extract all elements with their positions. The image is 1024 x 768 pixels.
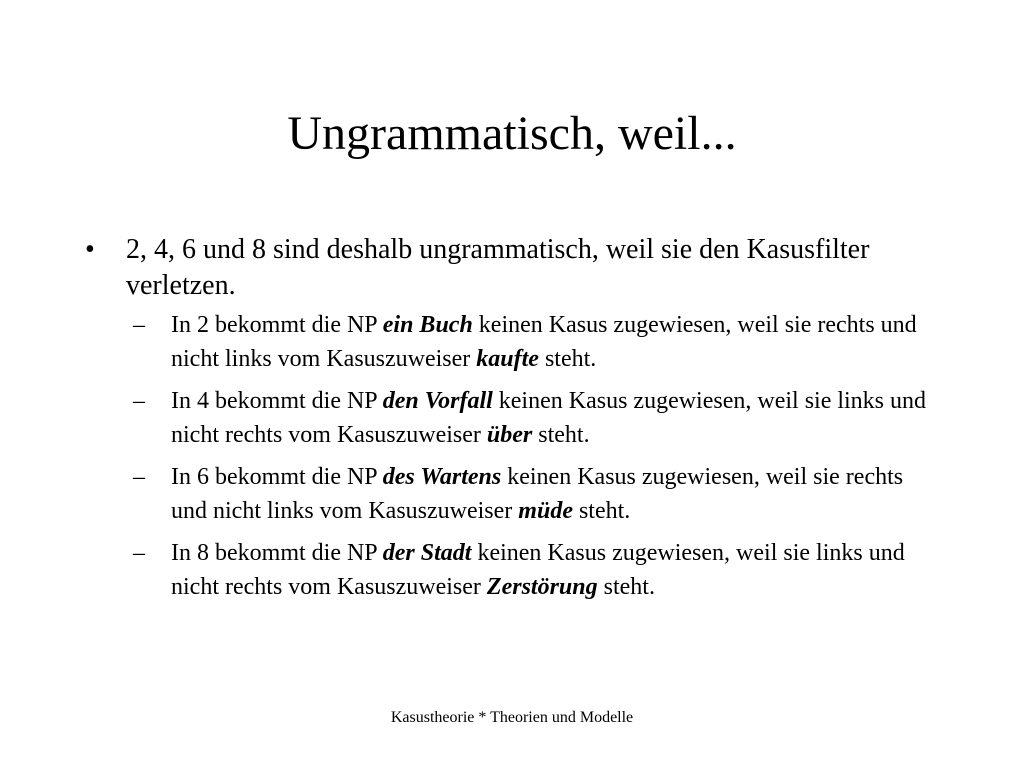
main-bullet-text: 2, 4, 6 und 8 sind deshalb ungrammatisch, weil sie den Kasusfilter verletzen. <box>126 234 870 301</box>
case-assigner: müde <box>518 498 573 524</box>
noun-phrase: des Wartens <box>382 464 502 490</box>
case-assigner: über <box>486 422 533 448</box>
sub-item-text-mid: keinen Kasus zugewiesen, weil sie rechts und nicht links vom Kasuszuweiser <box>171 464 904 524</box>
sub-item-text-pre: In 4 bekommt die NP <box>171 388 383 414</box>
noun-phrase: der Stadt <box>382 540 472 566</box>
sub-item-2 <box>126 308 931 376</box>
dash-marker: – <box>133 540 145 566</box>
noun-phrase: den Vorfall <box>382 388 493 414</box>
sub-item-text-post: steht. <box>597 574 655 600</box>
sub-list <box>126 308 945 604</box>
sub-item-text-post: steht. <box>572 498 631 524</box>
sub-item-text-pre: In 8 bekommt die NP <box>171 540 383 566</box>
dash-marker: – <box>133 388 145 414</box>
slide-footer: Kasustheorie * Theorien und Modelle <box>390 709 634 726</box>
sub-item-6 <box>126 460 931 528</box>
slide-title: Ungrammatisch, weil... <box>287 107 737 160</box>
sub-item-text-post: steht. <box>532 422 590 448</box>
sub-item-text-post: steht. <box>538 346 597 372</box>
sub-item-text-pre: In 2 bekommt die NP <box>171 312 383 338</box>
dash-marker: – <box>133 464 145 490</box>
dash-marker: – <box>133 312 145 338</box>
noun-phrase: ein Buch <box>382 312 473 338</box>
main-bullet <box>85 232 945 604</box>
sub-item-text-mid: keinen Kasus zugewiesen, weil sie links und nicht rechts vom Kasuszuweiser <box>171 388 927 448</box>
case-assigner: Zerstörung <box>486 574 598 600</box>
bullet-marker: • <box>85 234 95 265</box>
sub-item-text-mid: keinen Kasus zugewiesen, weil sie links und nicht rechts vom Kasuszuweiser <box>171 540 905 600</box>
sub-item-text-pre: In 6 bekommt die NP <box>171 464 383 490</box>
sub-item-8 <box>126 536 931 604</box>
sub-item-4 <box>126 384 931 452</box>
bullet-list <box>85 232 945 612</box>
sub-item-text-mid: keinen Kasus zugewiesen, weil sie rechts und nicht links vom Kasuszuweiser <box>171 312 917 372</box>
case-assigner: kaufte <box>476 346 539 372</box>
